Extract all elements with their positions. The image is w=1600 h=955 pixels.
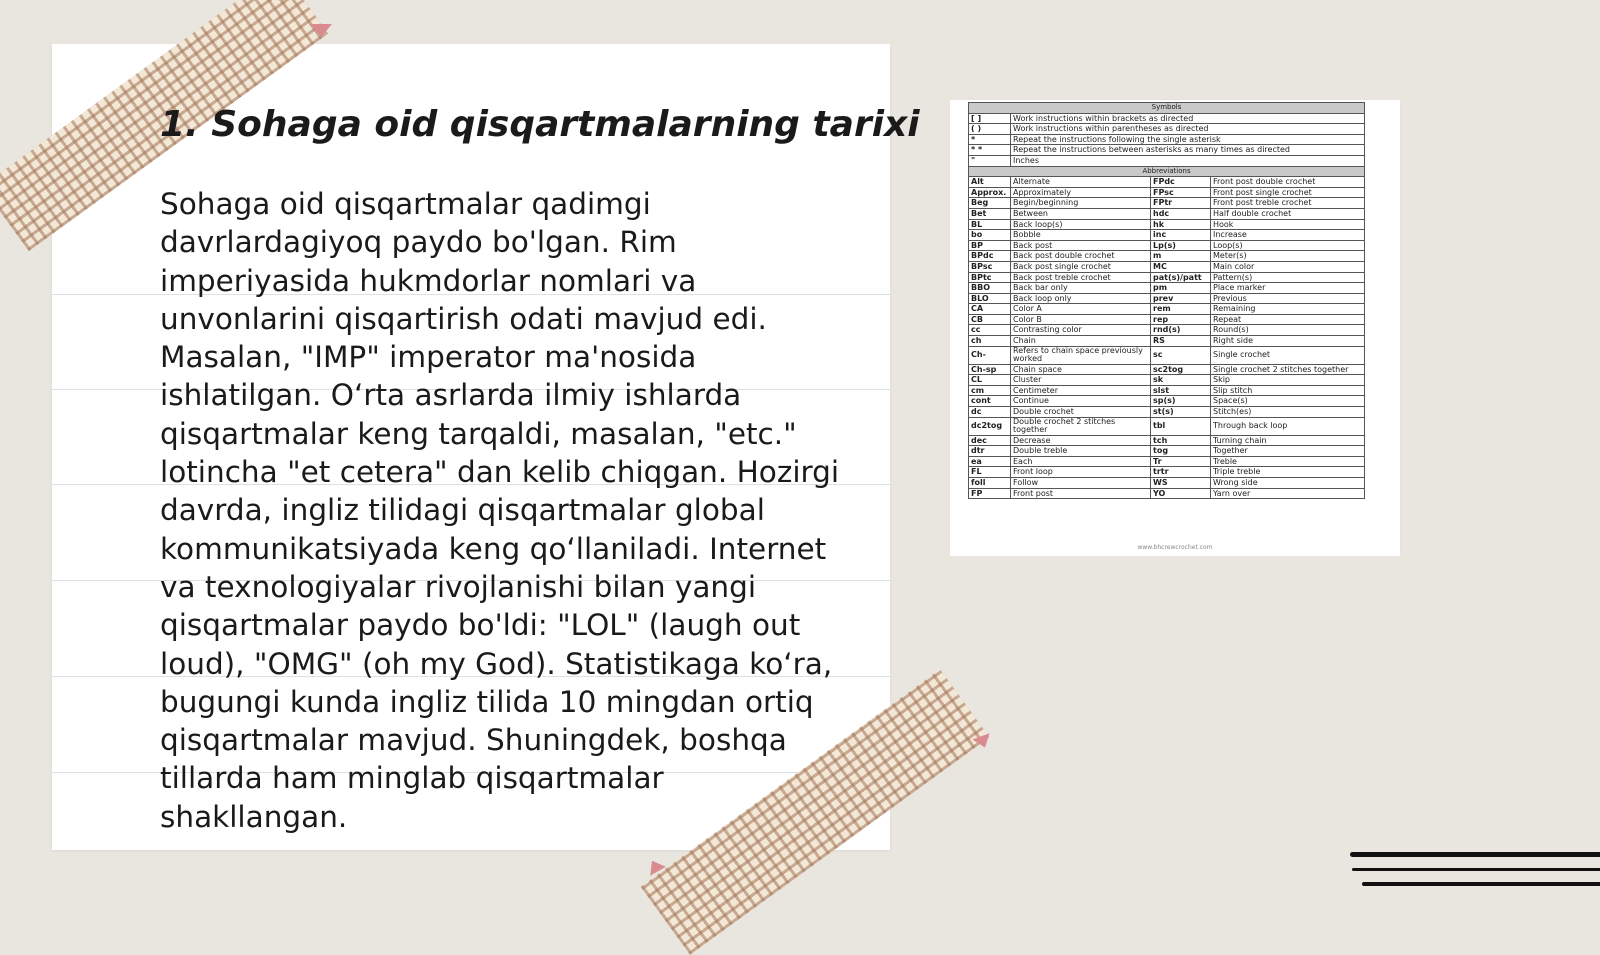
abbreviation-row <box>969 304 1365 315</box>
abbreviation-row <box>969 396 1365 407</box>
abbreviation-row <box>969 251 1365 262</box>
abbreviation-meaning-cell: Centimeter <box>1011 385 1151 396</box>
abbreviation-cell: BL <box>969 219 1011 230</box>
symbol-row <box>969 155 1365 166</box>
abbreviation-meaning-cell: Chain space <box>1011 364 1151 375</box>
abbreviation-cell: dc2tog <box>969 417 1011 435</box>
abbreviation-meaning-cell: Continue <box>1011 396 1151 407</box>
abbreviation-row <box>969 417 1365 435</box>
decorative-stroke <box>1350 852 1600 857</box>
abbreviation-cell: FPtr <box>1151 198 1211 209</box>
symbol-meaning-cell: Work instructions within parentheses as directed <box>1011 124 1365 135</box>
abbreviation-meaning-cell: Half double crochet <box>1211 208 1365 219</box>
abbreviation-row <box>969 177 1365 188</box>
abbreviation-row <box>969 364 1365 375</box>
abbreviation-cell: Beg <box>969 198 1011 209</box>
abbreviation-cell: BPsc <box>969 261 1011 272</box>
abbreviation-cell: prev <box>1151 293 1211 304</box>
abbreviation-meaning-cell: Follow <box>1011 478 1151 489</box>
symbol-meaning-cell: Work instructions within brackets as directed <box>1011 113 1365 124</box>
abbreviation-cell: hk <box>1151 219 1211 230</box>
abbreviation-row <box>969 208 1365 219</box>
table-section-header-row <box>969 103 1365 114</box>
abbreviation-cell: m <box>1151 251 1211 262</box>
abbreviation-row <box>969 446 1365 457</box>
abbreviation-row <box>969 435 1365 446</box>
abbreviation-cell: foll <box>969 478 1011 489</box>
abbreviation-cell: st(s) <box>1151 407 1211 418</box>
symbol-meaning-cell: Repeat the instructions between asterisks as many times as directed <box>1011 145 1365 156</box>
abbreviation-meaning-cell: Place marker <box>1211 283 1365 294</box>
abbreviation-cell: Approx. <box>969 187 1011 198</box>
symbol-cell: ( ) <box>969 124 1011 135</box>
abbreviation-cell: CL <box>969 375 1011 386</box>
abbreviation-row <box>969 336 1365 347</box>
table-section-header-row <box>969 166 1365 177</box>
symbol-cell: [ ] <box>969 113 1011 124</box>
abbreviation-cell: inc <box>1151 230 1211 241</box>
symbol-cell: * <box>969 134 1011 145</box>
abbreviation-cell: cm <box>969 385 1011 396</box>
abbreviation-meaning-cell: Single crochet <box>1211 346 1365 364</box>
abbreviation-meaning-cell: Double crochet <box>1011 407 1151 418</box>
abbreviation-row <box>969 325 1365 336</box>
slide-body-text: Sohaga oid qisqartmalar qadimgi davrlardagiyoq paydo bo'lgan. Rim imperiyasida hukmdorlar nomlari va unvonlarini qisqartirish odati mavjud edi. Masalan, "IMP" imperator ma'nosida ishlatilgan. O‘rta asrlarda ilmiy ishlarda qisqartmalar keng tarqaldi, masalan, "etc." lotincha "et cetera" dan kelib chiqgan. Hozirgi davrda, ingliz tilidagi qisqartmalar global kommunikatsiyada keng qo‘llaniladi. Internet va texnologiyalar rivojlanishi bilan yangi qisqartmalar paydo bo'ldi: "LOL" (laugh out loud), "OMG" (oh my God). Statistikaga ko‘ra, bugungi kunda ingliz tilida 10 mingdan ortiq qisqartmalar mavjud. Shuningdek, boshqa tillarda ham minglab qisqartmalar shakllangan. <box>160 187 840 834</box>
abbreviation-cell: trtr <box>1151 467 1211 478</box>
abbreviation-cell: Ch- <box>969 346 1011 364</box>
abbreviation-row <box>969 240 1365 251</box>
abbreviation-row <box>969 314 1365 325</box>
abbreviation-row <box>969 230 1365 241</box>
abbreviation-meaning-cell: Front loop <box>1011 467 1151 478</box>
abbreviation-cell: tch <box>1151 435 1211 446</box>
symbols-section-header: Symbols <box>969 103 1365 114</box>
abbreviation-meaning-cell: Back post single crochet <box>1011 261 1151 272</box>
abbreviation-cell: ea <box>969 456 1011 467</box>
abbreviation-meaning-cell: Back post <box>1011 240 1151 251</box>
abbreviation-cell: sc2tog <box>1151 364 1211 375</box>
abbreviation-meaning-cell: Remaining <box>1211 304 1365 315</box>
abbreviation-row <box>969 283 1365 294</box>
abbreviation-cell: FL <box>969 467 1011 478</box>
abbreviation-meaning-cell: Hook <box>1211 219 1365 230</box>
abbreviations-table <box>968 102 1365 499</box>
abbreviation-meaning-cell: Together <box>1211 446 1365 457</box>
abbreviation-meaning-cell: Back post double crochet <box>1011 251 1151 262</box>
abbreviation-meaning-cell: Each <box>1011 456 1151 467</box>
abbreviations-section-header: Abbreviations <box>969 166 1365 177</box>
slide-title: 1. Sohaga oid qisqartmalarning tarixi <box>160 104 920 145</box>
abbreviation-cell: cc <box>969 325 1011 336</box>
abbreviation-cell: RS <box>1151 336 1211 347</box>
symbol-cell: * * <box>969 145 1011 156</box>
abbreviation-meaning-cell: Space(s) <box>1211 396 1365 407</box>
abbreviation-meaning-cell: Back bar only <box>1011 283 1151 294</box>
abbreviation-meaning-cell: Triple treble <box>1211 467 1365 478</box>
abbreviation-meaning-cell: Repeat <box>1211 314 1365 325</box>
abbreviation-cell: dtr <box>969 446 1011 457</box>
abbreviation-meaning-cell: Pattern(s) <box>1211 272 1365 283</box>
abbreviation-cell: tbl <box>1151 417 1211 435</box>
abbreviation-meaning-cell: Front post <box>1011 488 1151 499</box>
abbreviation-row <box>969 456 1365 467</box>
abbreviation-cell: BPdc <box>969 251 1011 262</box>
abbreviation-row <box>969 293 1365 304</box>
symbol-cell: " <box>969 155 1011 166</box>
abbreviation-cell: YO <box>1151 488 1211 499</box>
tape-corner-decoration <box>310 24 332 37</box>
abbreviation-cell: tog <box>1151 446 1211 457</box>
abbreviation-cell: BLO <box>969 293 1011 304</box>
abbreviation-cell: slst <box>1151 385 1211 396</box>
abbreviation-meaning-cell: Slip stitch <box>1211 385 1365 396</box>
abbreviation-meaning-cell: Single crochet 2 stitches together <box>1211 364 1365 375</box>
symbol-row <box>969 124 1365 135</box>
abbreviation-meaning-cell: Front post treble crochet <box>1211 198 1365 209</box>
abbreviation-meaning-cell: Decrease <box>1011 435 1151 446</box>
abbreviation-cell: hdc <box>1151 208 1211 219</box>
abbreviation-row <box>969 272 1365 283</box>
abbreviation-cell: sc <box>1151 346 1211 364</box>
abbreviation-cell: FPsc <box>1151 187 1211 198</box>
abbreviation-cell: sk <box>1151 375 1211 386</box>
abbreviations-table-image <box>950 100 1400 556</box>
abbreviation-meaning-cell: Round(s) <box>1211 325 1365 336</box>
abbreviation-row <box>969 385 1365 396</box>
abbreviation-meaning-cell: Double crochet 2 stitches together <box>1011 417 1151 435</box>
abbreviation-row <box>969 478 1365 489</box>
abbreviation-cell: CB <box>969 314 1011 325</box>
abbreviation-cell: FP <box>969 488 1011 499</box>
abbreviation-row <box>969 407 1365 418</box>
abbreviation-row <box>969 467 1365 478</box>
symbol-row <box>969 145 1365 156</box>
abbreviation-meaning-cell: Previous <box>1211 293 1365 304</box>
abbreviation-meaning-cell: Approximately <box>1011 187 1151 198</box>
abbreviation-cell: Ch-sp <box>969 364 1011 375</box>
abbreviation-meaning-cell: Yarn over <box>1211 488 1365 499</box>
abbreviation-meaning-cell: Treble <box>1211 456 1365 467</box>
abbreviation-meaning-cell: Between <box>1011 208 1151 219</box>
decorative-stroke <box>1352 868 1600 871</box>
abbreviation-meaning-cell: Color B <box>1011 314 1151 325</box>
abbreviation-meaning-cell: Back loop only <box>1011 293 1151 304</box>
abbreviation-cell: cont <box>969 396 1011 407</box>
abbreviation-cell: ch <box>969 336 1011 347</box>
abbreviation-cell: dec <box>969 435 1011 446</box>
abbreviation-cell: bo <box>969 230 1011 241</box>
abbreviation-meaning-cell: Stitch(es) <box>1211 407 1365 418</box>
abbreviation-meaning-cell: Cluster <box>1011 375 1151 386</box>
abbreviation-row <box>969 198 1365 209</box>
abbreviation-row <box>969 261 1365 272</box>
abbreviation-cell: Lp(s) <box>1151 240 1211 251</box>
abbreviation-meaning-cell: Alternate <box>1011 177 1151 188</box>
abbreviation-meaning-cell: Increase <box>1211 230 1365 241</box>
symbol-row <box>969 113 1365 124</box>
abbreviation-meaning-cell: Wrong side <box>1211 478 1365 489</box>
abbreviation-meaning-cell: Back loop(s) <box>1011 219 1151 230</box>
abbreviation-cell: MC <box>1151 261 1211 272</box>
table-source-footer: www.bhcrewcrochet.com <box>1137 544 1213 551</box>
abbreviation-cell: pat(s)/patt <box>1151 272 1211 283</box>
abbreviation-meaning-cell: Through back loop <box>1211 417 1365 435</box>
abbreviation-cell: Alt <box>969 177 1011 188</box>
abbreviation-row <box>969 346 1365 364</box>
abbreviation-cell: Tr <box>1151 456 1211 467</box>
abbreviation-meaning-cell: Front post single crochet <box>1211 187 1365 198</box>
abbreviation-meaning-cell: Turning chain <box>1211 435 1365 446</box>
symbol-meaning-cell: Inches <box>1011 155 1365 166</box>
abbreviation-meaning-cell: Skip <box>1211 375 1365 386</box>
symbol-meaning-cell: Repeat the instructions following the single asterisk <box>1011 134 1365 145</box>
abbreviation-meaning-cell: Loop(s) <box>1211 240 1365 251</box>
abbreviation-meaning-cell: Bobble <box>1011 230 1151 241</box>
abbreviation-meaning-cell: Refers to chain space previously worked <box>1011 346 1151 364</box>
abbreviation-cell: rnd(s) <box>1151 325 1211 336</box>
abbreviation-row <box>969 219 1365 230</box>
abbreviation-cell: sp(s) <box>1151 396 1211 407</box>
abbreviation-meaning-cell: Right side <box>1211 336 1365 347</box>
abbreviation-meaning-cell: Meter(s) <box>1211 251 1365 262</box>
abbreviation-meaning-cell: Main color <box>1211 261 1365 272</box>
abbreviation-cell: WS <box>1151 478 1211 489</box>
abbreviation-meaning-cell: Double treble <box>1011 446 1151 457</box>
abbreviation-row <box>969 488 1365 499</box>
abbreviation-row <box>969 375 1365 386</box>
abbreviation-meaning-cell: Contrasting color <box>1011 325 1151 336</box>
abbreviation-meaning-cell: Color A <box>1011 304 1151 315</box>
abbreviation-cell: BPtc <box>969 272 1011 283</box>
decorative-stroke <box>1362 882 1600 886</box>
abbreviation-cell: dc <box>969 407 1011 418</box>
abbreviation-meaning-cell: Back post treble crochet <box>1011 272 1151 283</box>
abbreviation-meaning-cell: Chain <box>1011 336 1151 347</box>
abbreviation-cell: rem <box>1151 304 1211 315</box>
abbreviation-cell: BBO <box>969 283 1011 294</box>
abbreviation-row <box>969 187 1365 198</box>
abbreviation-meaning-cell: Begin/beginning <box>1011 198 1151 209</box>
abbreviation-cell: CA <box>969 304 1011 315</box>
symbol-row <box>969 134 1365 145</box>
abbreviation-cell: pm <box>1151 283 1211 294</box>
abbreviation-cell: rep <box>1151 314 1211 325</box>
abbreviation-meaning-cell: Front post double crochet <box>1211 177 1365 188</box>
abbreviation-cell: Bet <box>969 208 1011 219</box>
abbreviation-cell: FPdc <box>1151 177 1211 188</box>
abbreviation-cell: BP <box>969 240 1011 251</box>
